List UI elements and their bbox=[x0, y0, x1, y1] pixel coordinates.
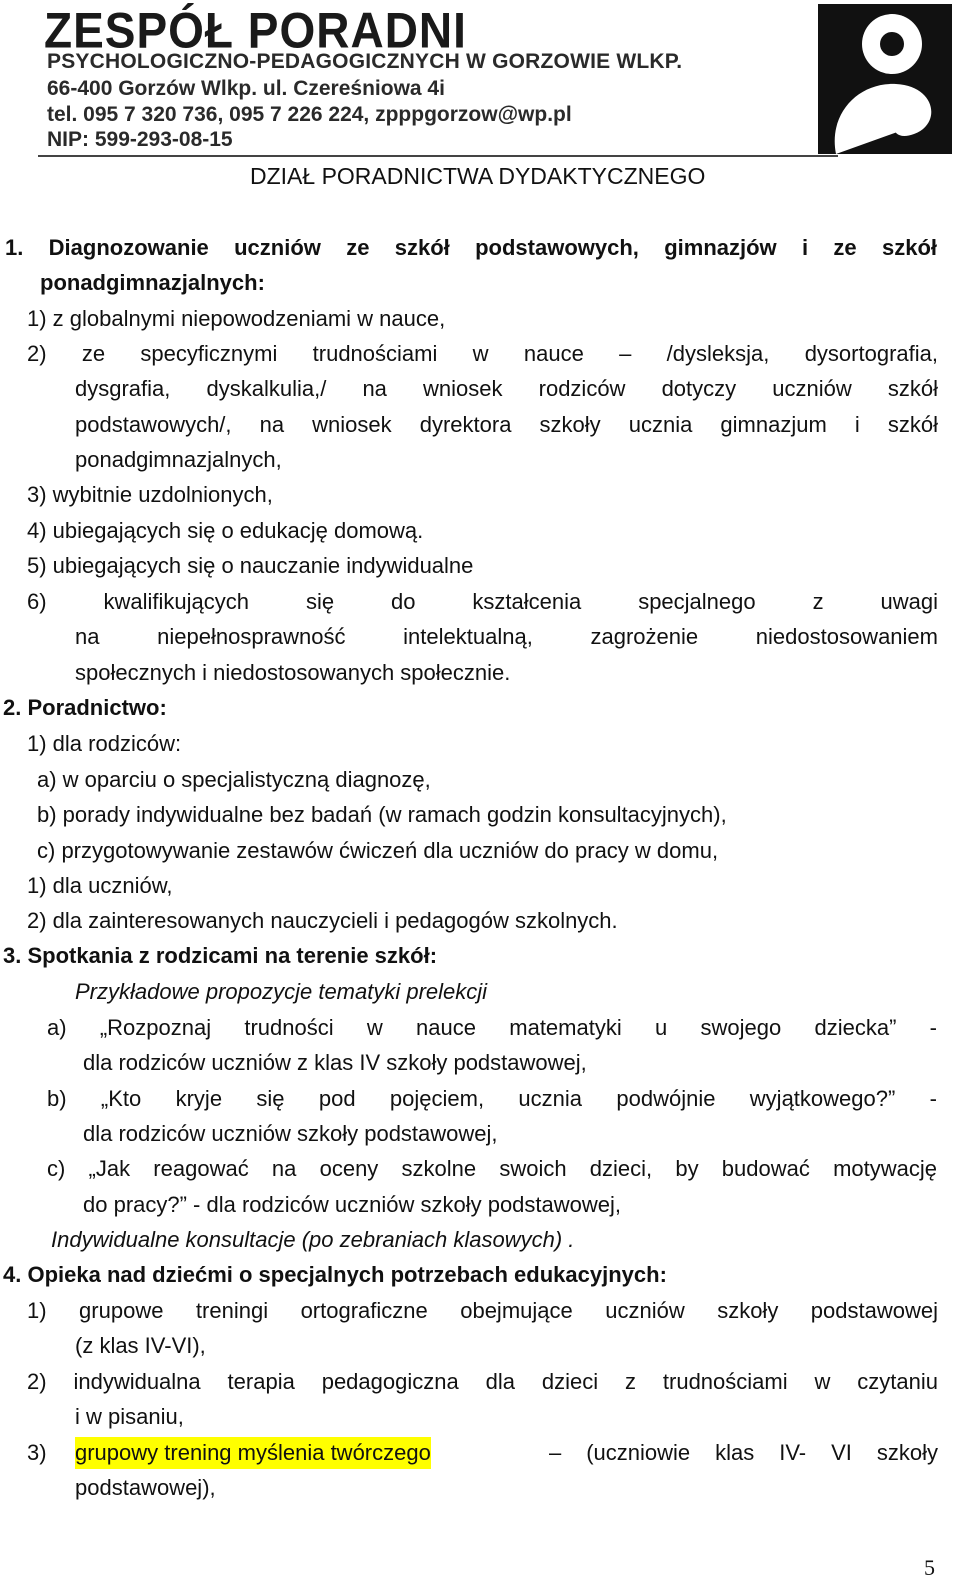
list-item-cont: podstawowych/, na wniosek dyrektora szkoły ucznia gimnazjum i szkół bbox=[75, 412, 938, 437]
org-address: 66-400 Gorzów Wlkp. ul. Czereśniowa 4i bbox=[47, 77, 445, 100]
list-item: 4) ubiegających się o edukację domową. bbox=[27, 518, 424, 543]
list-item-cont: i w pisaniu, bbox=[75, 1404, 184, 1429]
section-1-heading-cont: ponadgimnazjalnych: bbox=[40, 270, 265, 295]
section-title: DZIAŁ PORADNICTWA DYDAKTYCZNEGO bbox=[250, 163, 706, 189]
list-item-cont: – (uczniowie klas IV- VI szkoły bbox=[549, 1440, 938, 1465]
list-item: 1) dla rodziców: bbox=[27, 731, 182, 756]
list-item: 5) ubiegających się o nauczanie indywidualne bbox=[27, 553, 474, 578]
list-item-cont: ponadgimnazjalnych, bbox=[75, 447, 282, 472]
list-item: c) „Jak reagować na oceny szkolne swoich dzieci, by budować motywację bbox=[47, 1156, 937, 1181]
list-item-number: 3) bbox=[27, 1440, 47, 1465]
section-2-heading: 2. Poradnictwo: bbox=[3, 695, 167, 720]
section-3-outro: Indywidualne konsultacje (po zebraniach klasowych) . bbox=[51, 1227, 575, 1252]
list-item: a) w oparciu o specjalistyczną diagnozę, bbox=[37, 767, 431, 792]
list-item-cont: dla rodziców uczniów szkoły podstawowej, bbox=[83, 1121, 498, 1146]
list-item: 2) dla zainteresowanych nauczycieli i pedagogów szkolnych. bbox=[27, 908, 618, 933]
section-4-heading: 4. Opieka nad dziećmi o specjalnych potrzebach edukacyjnych: bbox=[3, 1262, 667, 1287]
list-item: 1) grupowe treningi ortograficzne obejmujące uczniów szkoły podstawowej bbox=[27, 1298, 938, 1323]
section-3-intro: Przykładowe propozycje tematyki prelekcji bbox=[75, 979, 488, 1004]
list-item: a) „Rozpoznaj trudności w nauce matematyki u swojego dziecka” - bbox=[47, 1015, 937, 1040]
list-item: b) „Kto kryje się pod pojęciem, ucznia podwójnie wyjątkowego?” - bbox=[47, 1086, 937, 1111]
org-nip: NIP: 599-293-08-15 bbox=[47, 128, 233, 151]
list-item: 2) ze specyficznymi trudnościami w nauce – /dysleksja, dysortografia, bbox=[27, 341, 938, 366]
list-item-cont: dysgrafia, dyskalkulia,/ na wniosek rodziców dotyczy uczniów szkół bbox=[75, 376, 938, 401]
list-item: c) przygotowywanie zestawów ćwiczeń dla uczniów do pracy w domu, bbox=[37, 838, 719, 863]
list-item: 3) wybitnie uzdolnionych, bbox=[27, 482, 273, 507]
org-subtitle: PSYCHOLOGICZNO-PEDAGOGICZNYCH W GORZOWIE WLKP. bbox=[47, 50, 683, 73]
list-item: b) porady indywidualne bez badań (w ramach godzin konsultacyjnych), bbox=[37, 802, 727, 827]
list-item: 1) dla uczniów, bbox=[27, 873, 173, 898]
section-3-heading: 3. Spotkania z rodzicami na terenie szkół: bbox=[3, 943, 438, 968]
org-contact: tel. 095 7 320 736, 095 7 226 224, zpppgorzow@wp.pl bbox=[47, 103, 572, 126]
page-number: 5 bbox=[924, 1555, 935, 1580]
highlighted-text: grupowy trening myślenia twórczego bbox=[75, 1437, 431, 1469]
list-item-cont: dla rodziców uczniów z klas IV szkoły podstawowej, bbox=[83, 1050, 587, 1075]
list-item: 6) kwalifikujących się do kształcenia specjalnego z uwagi bbox=[27, 589, 938, 614]
list-item-cont: na niepełnosprawność intelektualną, zagrożenie niedostosowaniem bbox=[75, 624, 938, 649]
list-item: 1) z globalnymi niepowodzeniami w nauce, bbox=[27, 306, 446, 331]
list-item-cont: podstawowej), bbox=[75, 1475, 216, 1500]
org-title: ZESPÓŁ PORADNI bbox=[44, 1, 467, 59]
list-item: 2) indywidualna terapia pedagogiczna dla dzieci z trudnościami w czytaniu bbox=[27, 1369, 938, 1394]
list-item-cont: (z klas IV-VI), bbox=[75, 1333, 206, 1358]
list-item-cont: do pracy?” - dla rodziców uczniów szkoły podstawowej, bbox=[83, 1192, 622, 1217]
section-1-heading: 1. Diagnozowanie uczniów ze szkół podstawowych, gimnazjów i ze szkół bbox=[5, 235, 937, 260]
list-item-cont: społecznych i niedostosowanych społecznie. bbox=[75, 660, 511, 685]
